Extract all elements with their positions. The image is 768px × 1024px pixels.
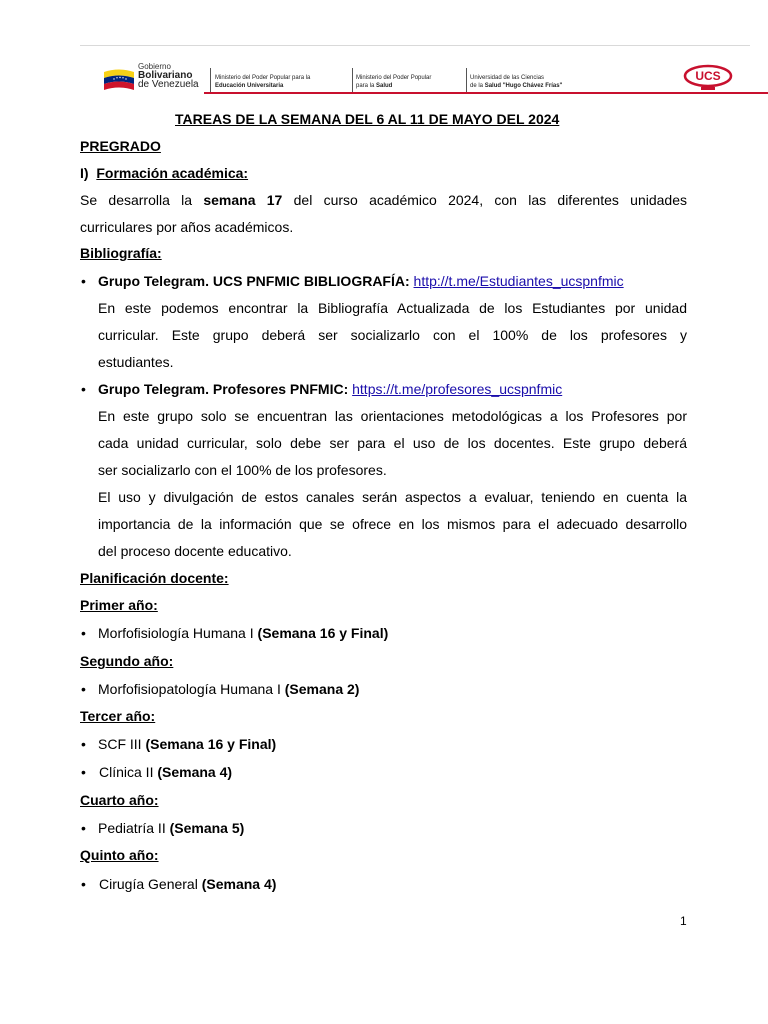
course-item xyxy=(99,876,276,892)
telegram2-link[interactable]: https://t.me/profesores_ucspnfmic xyxy=(352,381,563,397)
gov-line1: Gobierno xyxy=(138,62,171,71)
course-name: SCF III xyxy=(98,736,146,752)
course-name: Morfofisiología Humana I xyxy=(98,625,258,641)
ministry2-line1: Ministerio del Poder Popular xyxy=(356,75,432,81)
telegram2-desc-line5: importancia de la información que se ofrece en los mismos para el adecuado desarrollo xyxy=(98,516,687,532)
telegram1-desc-line2: curricular. Este grupo deberá ser socializarlo con el 100% de los profesores y xyxy=(98,327,687,343)
telegram2-desc-line3: ser socializarlo con el 100% de los profesores. xyxy=(98,462,387,478)
ministry1-line2: Educación Universitaria xyxy=(215,83,284,89)
telegram1-desc-line3: estudiantes. xyxy=(98,354,174,370)
university-line1: Universidad de las Ciencias xyxy=(470,75,545,81)
section-formacion-title: Formación académica: xyxy=(96,165,249,181)
ministry2-line2-bold: Salud xyxy=(376,83,393,89)
letterhead-separator xyxy=(352,68,353,92)
university-line2-pre: de la xyxy=(470,83,485,89)
quinto-ano-heading: Quinto año: xyxy=(80,847,159,863)
intro-line1 xyxy=(80,187,687,214)
telegram2-desc-line4: El uso y divulgación de estos canales serán aspectos a evaluar, teniendo en cuenta la xyxy=(98,489,687,505)
bibliografia-heading: Bibliografía: xyxy=(80,245,162,261)
intro-bold: semana 17 xyxy=(203,192,283,208)
course-name: Pediatría II xyxy=(98,820,170,836)
top-rule xyxy=(80,45,750,46)
university-name xyxy=(470,74,562,90)
telegram1-desc-line1: En este podemos encontrar la Bibliografía Actualizada de los Estudiantes por unidad xyxy=(98,300,687,316)
bullet: • xyxy=(81,273,86,289)
telegram2-label: Grupo Telegram. Profesores PNFMIC: xyxy=(98,381,349,397)
cuarto-ano-heading: Cuarto año: xyxy=(80,792,159,808)
course-name: Clínica II xyxy=(99,764,158,780)
course-item xyxy=(98,820,244,836)
ucs-logo-icon xyxy=(683,63,733,93)
ucs-logo-text: UCS xyxy=(695,69,721,83)
telegram2-desc-line6: del proceso docente educativo. xyxy=(98,543,292,559)
course-week: (Semana 4) xyxy=(201,876,277,892)
bullet: • xyxy=(81,625,86,641)
bullet: • xyxy=(81,736,86,752)
ministry-health xyxy=(356,74,431,90)
primer-ano-heading: Primer año: xyxy=(80,597,158,613)
bullet: • xyxy=(81,820,86,836)
bullet: • xyxy=(81,381,86,397)
bullet: • xyxy=(81,681,86,697)
course-item xyxy=(98,736,276,752)
section-pregrado: PREGRADO xyxy=(80,138,161,154)
ministry2-line2-pre: para la xyxy=(356,83,377,89)
ministry-education xyxy=(215,74,310,90)
letterhead-separator xyxy=(210,68,211,92)
intro-post: del curso académico 2024, con las diferentes unidades xyxy=(282,192,687,208)
ministry2-line2 xyxy=(356,82,431,90)
course-item xyxy=(98,681,359,697)
course-week: (Semana 2) xyxy=(284,681,360,697)
course-item xyxy=(99,764,232,780)
course-week: (Semana 16 y Final) xyxy=(145,736,277,752)
telegram1-item xyxy=(98,273,624,289)
course-name: Morfofisiopatología Humana I xyxy=(98,681,285,697)
government-name xyxy=(138,62,199,89)
planificacion-heading: Planificación docente: xyxy=(80,570,229,586)
telegram1-label: Grupo Telegram. UCS PNFMIC BIBLIOGRAFÍA: xyxy=(98,273,410,289)
page-number: 1 xyxy=(680,914,687,928)
gov-line2: Bolivariano xyxy=(138,70,193,81)
section-number: I) xyxy=(80,165,89,181)
telegram1-link[interactable]: http://t.me/Estudiantes_ucspnfmic xyxy=(413,273,624,289)
course-week: (Semana 5) xyxy=(169,820,245,836)
gov-line3: de Venezuela xyxy=(138,79,199,90)
telegram2-desc-line2: cada unidad curricular, solo debe ser para el uso de los docentes. Este grupo deberá xyxy=(98,435,687,451)
telegram2-item xyxy=(98,381,562,397)
ministry1-line1: Ministerio del Poder Popular para la xyxy=(215,75,311,81)
intro-line2: curriculares por años académicos. xyxy=(80,219,294,235)
university-line2-bold: Salud "Hugo Chávez Frías" xyxy=(484,83,563,89)
letterhead-separator xyxy=(466,68,467,92)
bullet: • xyxy=(81,876,86,892)
course-week: (Semana 4) xyxy=(157,764,233,780)
bullet: • xyxy=(81,764,86,780)
course-item xyxy=(98,625,388,641)
venezuela-flag-icon xyxy=(104,68,134,90)
intro-pre: Se desarrolla la xyxy=(80,192,204,208)
course-name: Cirugía General xyxy=(99,876,202,892)
university-line2 xyxy=(470,82,562,90)
document-title: TAREAS DE LA SEMANA DEL 6 AL 11 DE MAYO DEL 2024 xyxy=(175,111,560,127)
tercer-ano-heading: Tercer año: xyxy=(80,708,156,724)
telegram2-desc-line1: En este grupo solo se encuentran las orientaciones metodológicas a los Profesores por xyxy=(98,408,687,424)
course-week: (Semana 16 y Final) xyxy=(257,625,389,641)
segundo-ano-heading: Segundo año: xyxy=(80,653,174,669)
section-formacion xyxy=(80,165,248,181)
letterhead xyxy=(100,62,740,96)
